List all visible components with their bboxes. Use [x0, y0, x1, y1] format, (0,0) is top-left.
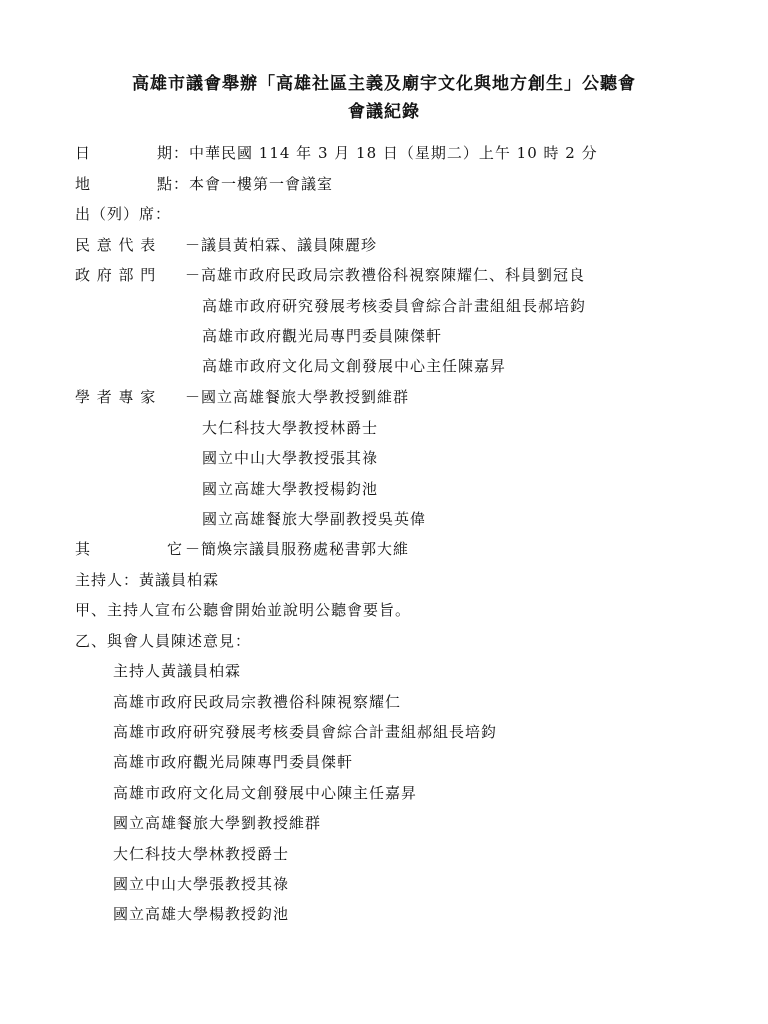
date-row — [75, 143, 598, 163]
dash: － — [185, 266, 202, 284]
dash: － — [185, 236, 202, 254]
scholar-item: 國立中山大學教授張其祿 — [202, 449, 379, 467]
attendance-label: 出（列）席： — [75, 205, 172, 223]
title-line-2: 會議紀錄 — [348, 102, 420, 122]
speaker-item: 國立中山大學張教授其祿 — [113, 875, 290, 893]
host-line: 主持人：黃議員柏霖 — [75, 571, 220, 589]
scholars-label: 學 者 專 家 — [75, 388, 157, 406]
scholar-item: 國立高雄餐旅大學教授劉維群 — [201, 388, 410, 406]
date-label-b: 期： — [157, 144, 190, 162]
government-label: 政 府 部 門 — [75, 266, 157, 284]
speaker-item: 高雄市政府民政局宗教禮俗科陳視察耀仁 — [113, 693, 402, 711]
government-item: 高雄市政府研究發展考核委員會綜合計畫組組長郝培鈞 — [202, 297, 587, 315]
dash: － — [185, 388, 202, 406]
scholar-item: 國立高雄餐旅大學副教授吳英偉 — [202, 510, 427, 528]
government-item: 高雄市政府文化局文創發展中心主任陳嘉昇 — [202, 357, 507, 375]
title-line-1: 高雄市議會舉辦「高雄社區主義及廟宇文化與地方創生」公聽會 — [132, 74, 636, 94]
section-b: 乙、與會人員陳述意見： — [75, 632, 252, 650]
government-item: 高雄市政府民政局宗教禮俗科視察陳耀仁、科員劉冠良 — [201, 266, 586, 284]
scholar-item: 國立高雄大學教授楊鈞池 — [202, 480, 379, 498]
government-item: 高雄市政府觀光局專門委員陳傑軒 — [202, 327, 443, 345]
others-value: 簡煥宗議員服務處秘書郭大維 — [201, 540, 410, 558]
date-value: 中華民國 114 年 3 月 18 日（星期二）上午 10 時 2 分 — [189, 144, 598, 162]
document-title — [0, 70, 768, 126]
place-value: 本會一樓第一會議室 — [189, 175, 334, 193]
representatives-row — [75, 235, 377, 255]
scholars-row — [75, 387, 409, 407]
speaker-item: 主持人黃議員柏霖 — [113, 662, 242, 680]
representatives-label: 民 意 代 表 — [75, 236, 157, 254]
place-label-a: 地 — [75, 175, 92, 193]
others-label-a: 其 — [75, 540, 92, 558]
speaker-item: 大仁科技大學林教授爵士 — [113, 845, 290, 863]
others-label-b: 它 — [167, 540, 184, 558]
section-a: 甲、主持人宣布公聽會開始並說明公聽會要旨。 — [75, 601, 412, 619]
government-row — [75, 265, 585, 285]
scholar-item: 大仁科技大學教授林爵士 — [202, 419, 379, 437]
date-label-a: 日 — [75, 144, 92, 162]
speaker-item: 高雄市政府觀光局陳專門委員傑軒 — [113, 753, 354, 771]
speaker-item: 國立高雄餐旅大學劉教授維群 — [113, 814, 322, 832]
place-row — [75, 174, 333, 194]
representatives-value: 議員黃柏霖、議員陳麗珍 — [201, 236, 378, 254]
speaker-item: 國立高雄大學楊教授鈞池 — [113, 905, 290, 923]
place-label-b: 點： — [157, 175, 190, 193]
speaker-item: 高雄市政府文化局文創發展中心陳主任嘉昇 — [113, 784, 418, 802]
others-row — [75, 539, 409, 559]
speaker-item: 高雄市政府研究發展考核委員會綜合計畫組郝組長培鈞 — [113, 723, 498, 741]
dash: － — [185, 540, 202, 558]
